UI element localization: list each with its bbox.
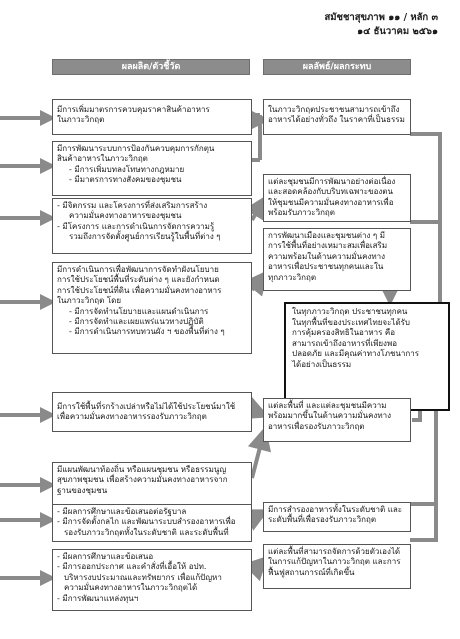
output-bullet: - มีการดำเนินการทบทวนผัง ฯ ของพื้นที่ต่าง ๆ — [69, 327, 225, 337]
output-text: มีการเพิ่มมาตรการควบคุมราคาสินค้าอาหาร — [57, 105, 210, 114]
output-bullet-cont: ความมั่นคงทางอาหารของชุมชน — [69, 211, 182, 221]
output-bullet: - มีการเพิ่มบทลงโทษทางกฎหมาย — [69, 164, 185, 174]
column-header-outcomes: ผลลัพธ์/ผลกระทบ — [263, 59, 411, 75]
goal-text: สามารถเข้าถึงอาหารที่เพียงพอ — [292, 338, 398, 348]
spine-bottom-1 — [412, 411, 420, 420]
outcome-text: และสอดคล้องกับบริบทเฉพาะของตน — [268, 187, 393, 197]
spine-bottom-2 — [410, 411, 436, 540]
outcome-box-area-readiness — [263, 398, 411, 442]
output-box-hoarding-prevention — [52, 141, 252, 196]
outcome-text: ในภาวะวิกฤตประชาชนสามารถเข้าถึง — [268, 105, 400, 114]
output-box-community-projects — [52, 198, 252, 254]
output-text: มีแผนพัฒนาท้องถิ่น หรือแผนชุมชน หรือธรรมนูญ — [57, 465, 227, 474]
output-bullet: - มีผลการศึกษาและข้อเสนอต่อรัฐบาล — [57, 507, 187, 516]
output-bullet-cont: รวมถึงการจัดตั้งศูนย์การเรียนรู้ในพื้นที่ต่าง ๆ — [69, 232, 221, 242]
column-header-outputs: ผลผลิต/ตัวชี้วัด — [52, 59, 250, 75]
output-box-price-control — [52, 99, 252, 135]
output-text: มีการดำเนินการเพื่อพัฒนาการจัดทำผังนโยบาย — [57, 265, 219, 274]
outcome-text: อาหารได้อย่างทั่วถึง ในราคาที่เป็นธรรม — [268, 115, 405, 125]
output-bullet: - มีผลการศึกษาและข้อเสนอ — [57, 552, 154, 561]
output-box-idle-land-use — [52, 392, 252, 432]
header-line-2: ๑๔ ธันวาคม ๒๕๖๑ — [357, 26, 438, 37]
output-text: เพื่อความมั่นคงทางอาหารรองรับภาวะวิกฤต — [57, 412, 207, 422]
outcome-text: ฟื้นฟูสถานการณ์ที่เกิดขึ้น — [268, 567, 355, 577]
outcome-text: พร้อมมากขึ้นในด้านความมั่นคงทาง — [268, 411, 392, 421]
goal-text: ในทุกพื้นที่ของประเทศไทยจะได้รับ — [292, 317, 411, 327]
outcome-text: แต่ละพื้นที่สามารถจัดการด้วยตัวเองได้ — [268, 547, 401, 556]
output-text: การใช้ประโยชน์ที่ดิน เพื่อความมั่นคงทางอาหาร — [57, 285, 222, 295]
goal-text: การคุ้มครองสิทธิในอาหาร คือ — [292, 328, 396, 338]
output-text: สินค้าอาหารในภาวะวิกฤต — [57, 154, 148, 164]
header-line-1: สมัชชาสุขภาพ ๑๑ / หลัก ๓ — [324, 12, 438, 23]
output-bullet-cont: รองรับภาวะวิกฤตทั้งในระดับชาติ และระดับพื้นที่ — [64, 527, 229, 537]
output-bullet: - มีมาตรการทางสังคมของชุมชน — [69, 175, 182, 185]
outcome-box-self-management — [263, 544, 411, 589]
outcome-text: ในการแก้ปัญหาในภาวะวิกฤต และการ — [268, 557, 401, 567]
output-text: สุขภาพชุมชน เพื่อสร้างความมั่นคงทางอาหารจาก — [57, 475, 228, 485]
goal-text: ปลอดภัย และมีคุณค่าทางโภชนาการ — [292, 349, 419, 359]
outcome-box-urban-land — [263, 228, 411, 291]
outcome-text: ความพร้อมในด้านความมั่นคงทาง — [268, 251, 386, 261]
output-bullet: - มีการจัดทำและเผยแพร่แนวทางปฏิบัติ — [69, 317, 204, 327]
output-text: ฐานของชุมชน — [57, 485, 108, 495]
output-text: มีการพัฒนาระบบการป้องกันควบคุมการกักตุน — [57, 144, 215, 153]
output-text: การใช้ประโยชน์พื้นที่ระดับต่าง ๆ และยังกำหนด — [57, 275, 220, 285]
outcome-text: มีการสำรองอาหารทั้งในระดับชาติ และ — [268, 505, 403, 514]
output-bullet: - มีการจัดตั้งกลไก และพัฒนาระบบสำรองอาหารเพื่อ — [57, 517, 236, 527]
output-box-local-authority — [52, 549, 252, 611]
outcome-text: แต่ละพื้นที่ และแต่ละชุมชนมีความ — [268, 401, 387, 410]
spine-top-1 — [410, 134, 440, 302]
goal-box-right-to-food — [284, 302, 450, 411]
outcome-text: พร้อมรับภาวะวิกฤต — [268, 208, 335, 218]
outcome-text: ทุกภาวะวิกฤต — [268, 272, 317, 282]
output-bullet-cont: บริหารงบประมาณและทรัพยากร เพื่อแก้ปัญหา — [64, 572, 222, 582]
outcome-text: อาหารเพื่อประชาชนทุกคนและใน — [268, 262, 384, 272]
outcome-text: ระดับพื้นที่เพื่อรองรับภาวะวิกฤต — [268, 515, 377, 525]
outcome-text: แต่ละชุมชนมีการพัฒนาอย่างต่อเนื่อง — [268, 177, 396, 186]
output-bullet: - มีการจัดทำนโยบายและแผนดำเนินการ — [69, 306, 209, 316]
outcome-box-community-resilience — [263, 174, 411, 222]
output-bullet: - มีโครงการ และการดำเนินการจัดการความรู้ — [57, 221, 215, 231]
output-bullet: - มีการออกประกาศ และคำสั่งที่เอื้อให้ อปท. — [57, 562, 207, 572]
outcome-box-reserve — [263, 502, 411, 532]
output-box-land-use-policy — [52, 262, 252, 354]
output-bullet: - มีจิตกรรม และโครงการที่ส่งเสริมการสร้าง — [57, 201, 208, 210]
outcome-text: การใช้พื้นที่อย่างเหมาะสมเพื่อเสริม — [268, 241, 388, 251]
outcome-text: อาหารเพื่อรองรับภาวะวิกฤต — [268, 421, 365, 431]
output-text: ในภาวะวิกฤต — [57, 115, 105, 125]
output-text: ในภาวะวิกฤต โดย — [57, 296, 122, 306]
outcome-box-access — [263, 99, 411, 135]
output-bullet-cont: ความมั่นคงทางอาหารในภาวะวิกฤตได้ — [64, 583, 198, 593]
output-box-local-plans — [52, 462, 252, 508]
output-box-food-reserve — [52, 504, 252, 542]
goal-text: ได้อย่างเป็นธรรม — [292, 359, 352, 369]
output-bullet: - มีการพัฒนาแหล่งทุนฯ — [57, 593, 139, 603]
outcome-text: ให้ชุมชนมีความมั่นคงทางอาหารเพื่อ — [268, 197, 394, 207]
goal-text: ในทุกภาวะวิกฤต ประชาชนทุกคน — [292, 307, 408, 316]
output-text: มีการใช้พื้นที่รกร้างเปล่าหรือไม่ได้ใช้ประโยชน์มาใช้ — [57, 402, 236, 411]
outcome-text: การพัฒนาเมืองและชุมชนต่าง ๆ มี — [268, 231, 386, 240]
